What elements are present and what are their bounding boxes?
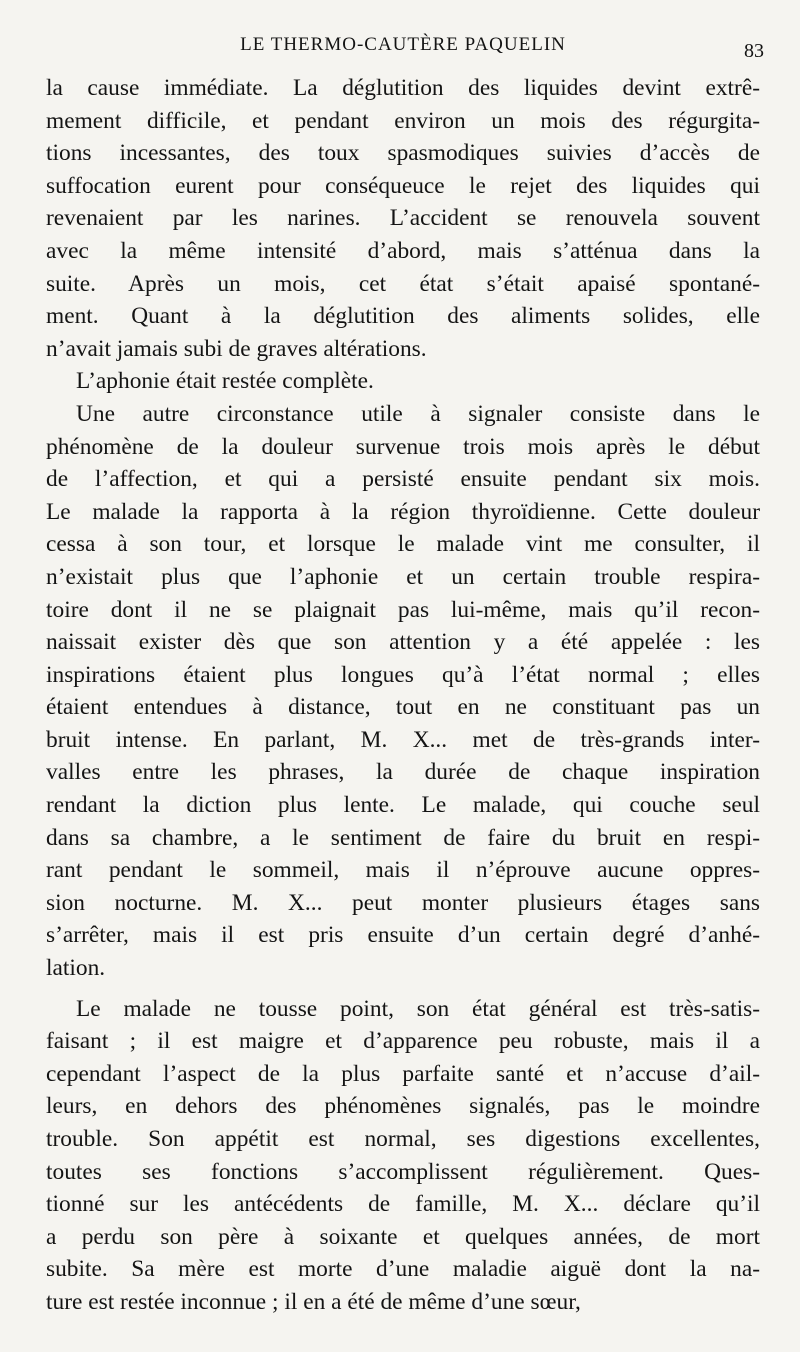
text-line: cessa à son tour, et lorsque le malade vint me consulter, il	[46, 531, 760, 558]
text-line: sion nocturne. M. X... peut monter plusieurs étages sans	[46, 889, 760, 916]
text-line: tionné sur les antécédents de famille, M. X... déclare qu’il	[46, 1191, 760, 1218]
text-line: rendant la diction plus lente. Le malade, qui couche seul	[46, 792, 760, 819]
text-line: Une autre circonstance utile à signaler consiste dans le	[76, 400, 760, 427]
page-number: 83	[744, 40, 764, 62]
text-line: cependant l’aspect de la plus parfaite santé et n’accuse d’ail-	[46, 1060, 760, 1087]
text-line: dans sa chambre, a le sentiment de faire du bruit en respi-	[46, 824, 760, 851]
text-line: bruit intense. En parlant, M. X... met de très-grands inter-	[46, 726, 760, 753]
text-line: la cause immédiate. La déglutition des liquides devint extrê-	[46, 75, 760, 101]
text-line: valles entre les phrases, la durée de chaque inspiration	[46, 759, 760, 786]
paragraph	[46, 72, 760, 365]
paragraph	[46, 398, 760, 985]
text-line: L’aphonie était restée complète.	[76, 368, 374, 395]
text-line: mement difficile, et pendant environ un mois des régurgita-	[46, 107, 760, 134]
body-text	[46, 72, 760, 1319]
text-line: n’existait plus que l’aphonie et un certain trouble respira-	[46, 563, 760, 590]
text-line: a perdu son père à soixante et quelques années, de mort	[46, 1223, 760, 1250]
paragraph	[46, 993, 760, 1319]
text-line: suite. Après un mois, cet état s’était apaisé spontané-	[46, 270, 760, 297]
text-line: inspirations étaient plus longues qu’à l’état normal ; elles	[46, 661, 760, 688]
text-line: toutes ses fonctions s’accomplissent régulièrement. Ques-	[46, 1158, 760, 1185]
text-line: s’arrêter, mais il est pris ensuite d’un certain degré d’anhé-	[46, 922, 760, 949]
text-line: de l’affection, et qui a persisté ensuite pendant six mois.	[46, 466, 760, 493]
text-line: rant pendant le sommeil, mais il n’éprouve aucune oppres-	[46, 857, 760, 884]
paragraph-gap	[46, 985, 760, 993]
text-line: ment. Quant à la déglutition des aliments solides, elle	[46, 303, 760, 330]
text-line: subite. Sa mère est morte d’une maladie aiguë dont la na-	[46, 1256, 760, 1283]
text-line: suffocation eurent pour conséqueuce le rejet des liquides qui	[46, 172, 760, 199]
text-line: étaient entendues à distance, tout en ne constituant pas un	[46, 694, 760, 721]
text-line: Le malade la rapporta à la région thyroïdienne. Cette douleur	[46, 498, 760, 525]
text-line: naissait exister dès que son attention y a été appelée : les	[46, 629, 760, 656]
text-line: leurs, en dehors des phénomènes signalés, pas le moindre	[46, 1093, 760, 1120]
running-head	[46, 34, 764, 64]
text-line: n’avait jamais subi de graves altérations.	[46, 335, 427, 362]
text-line: Le malade ne tousse point, son état général est très-satis-	[76, 995, 760, 1022]
text-line: ture est restée inconnue ; il en a été de même d’une sœur,	[46, 1288, 581, 1315]
text-line: phénomène de la douleur survenue trois mois après le début	[46, 433, 760, 460]
text-line: lation.	[46, 955, 106, 982]
text-line: avec la même intensité d’abord, mais s’atténua dans la	[46, 237, 760, 264]
text-line: toire dont il ne se plaignait pas lui-même, mais qu’il recon-	[46, 596, 760, 623]
text-line: faisant ; il est maigre et d’apparence peu robuste, mais il a	[46, 1028, 760, 1055]
text-line: tions incessantes, des toux spasmodiques suivies d’accès de	[46, 140, 760, 167]
running-title: LE THERMO-CAUTÈRE PAQUELIN	[240, 34, 566, 55]
paragraph	[46, 365, 760, 398]
text-line: trouble. Son appétit est normal, ses digestions excellentes,	[46, 1126, 760, 1152]
text-line: revenaient par les narines. L’accident se renouvela souvent	[46, 205, 760, 232]
